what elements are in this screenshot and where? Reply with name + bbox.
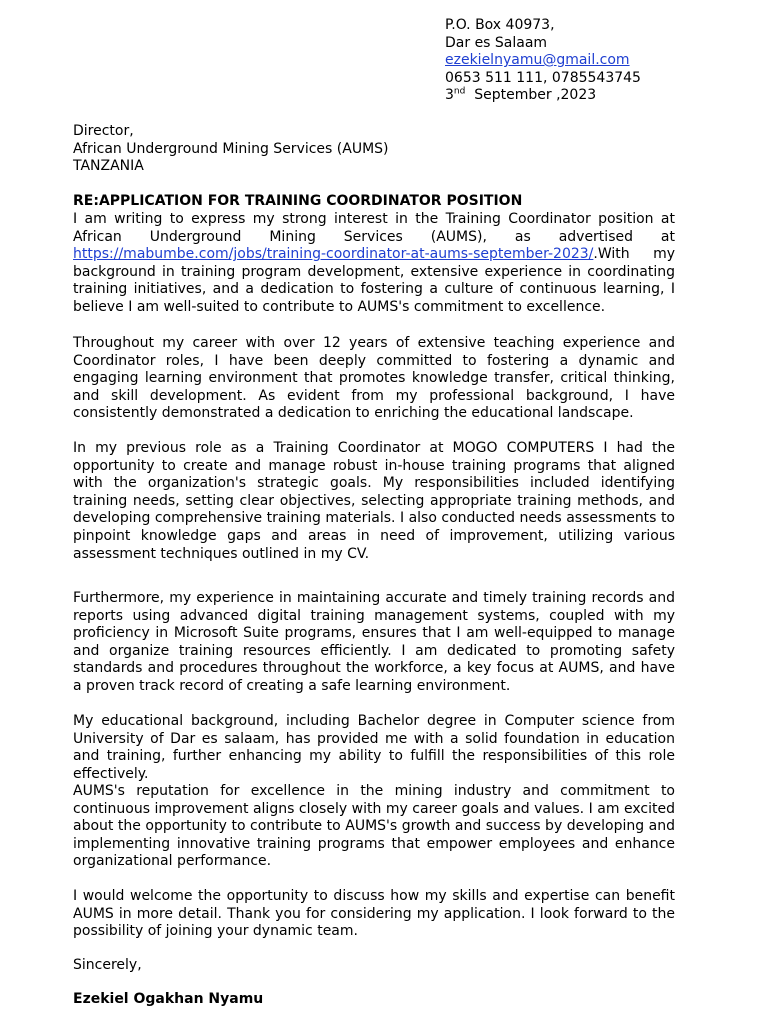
letter-date xyxy=(445,87,641,105)
sender-phones: 0653 511 111, 0785543745 xyxy=(445,69,641,86)
body-paragraph-previous-role: In my previous role as a Training Coordinator at MOGO COMPUTERS I had the opportunity to create and manage robust in-house training programs that aligned with the organization's strategic goals. My responsibilities included identifying training needs, setting clear objectives, selecting appropriate training methods, and developing comprehensive training materials. I also conducted needs assessments to pinpoint knowledge gaps and areas in need of improvement, utilizing various assessment techniques outlined in my CV. xyxy=(73,440,675,562)
body-paragraph-education: My educational background, including Bachelor degree in Computer science from University of Dar es salaam, has provided me with a solid foundation in education and training, further enhancing my ability to fulfill the responsibilities of this role effectively. xyxy=(73,713,675,782)
date-suffix: nd xyxy=(453,86,466,97)
sender-city: Dar es Salaam xyxy=(445,34,548,51)
body-paragraph-career: Throughout my career with over 12 years of extensive teaching experience and Coordinator roles, I have been deeply committed to fostering a dynamic and engaging learning environment that promotes knowledge transfer, critical thinking, and skill development. As evident from my professional background, I have consistently demonstrated a dedication to enriching the educational landscape. xyxy=(73,335,675,422)
recipient-address-block xyxy=(73,123,389,176)
date-month-year: September ,2023 xyxy=(465,87,597,103)
body-paragraph-reputation: AUMS's reputation for excellence in the mining industry and commitment to continuous improvement aligns closely with my career goals and values. I am excited about the opportunity to contribute to AUMS's growth and success by developing and implementing innovative training programs that empower employees and enhance organizational performance. xyxy=(73,783,675,870)
signature-name: Ezekiel Ogakhan Nyamu xyxy=(73,991,264,1007)
date-day: 3 xyxy=(445,87,454,103)
closing-salutation: Sincerely, xyxy=(73,957,142,973)
body-paragraph-closing: I would welcome the opportunity to discuss how my skills and expertise can benefit AUMS in more detail. Thank you for considering my application. I look forward to the possibility of joining your dynamic team. xyxy=(73,888,675,940)
recipient-country: TANZANIA xyxy=(73,158,144,174)
sender-address-block xyxy=(445,17,641,105)
intro-text-before-link: I am writing to express my strong interest in the Training Coordinator position at African Underground Mining Services (AUMS), as advertised at xyxy=(73,211,675,245)
body-paragraph-records: Furthermore, my experience in maintaining accurate and timely training records and reports using advanced digital training management systems, coupled with my proficiency in Microsoft Suite programs, ensures that I am well-equipped to manage and organize training resources efficiently. I am dedicated to promoting safety standards and procedures throughout the workforce, a key focus at AUMS, and have a proven track record of creating a safe learning environment. xyxy=(73,590,675,694)
job-posting-link[interactable]: https://mabumbe.com/jobs/training-coordinator-at-aums-september-2023/ xyxy=(73,246,594,263)
recipient-title: Director, xyxy=(73,123,134,139)
intro-text-after-link: .With my background in training program development, extensive experience in coordinating training initiatives, and a dedication to fostering a culture of continuous learning, I believe I am well-suited to contribute to AUMS's commitment to excellence. xyxy=(73,246,675,315)
intro-paragraph xyxy=(73,211,675,317)
sender-po-box: P.O. Box 40973, xyxy=(445,17,555,33)
sender-email-link[interactable]: ezekielnyamu@gmail.com xyxy=(445,52,630,68)
recipient-organization: African Underground Mining Services (AUMS) xyxy=(73,140,389,157)
subject-line: RE:APPLICATION FOR TRAINING COORDINATOR POSITION xyxy=(73,193,523,209)
